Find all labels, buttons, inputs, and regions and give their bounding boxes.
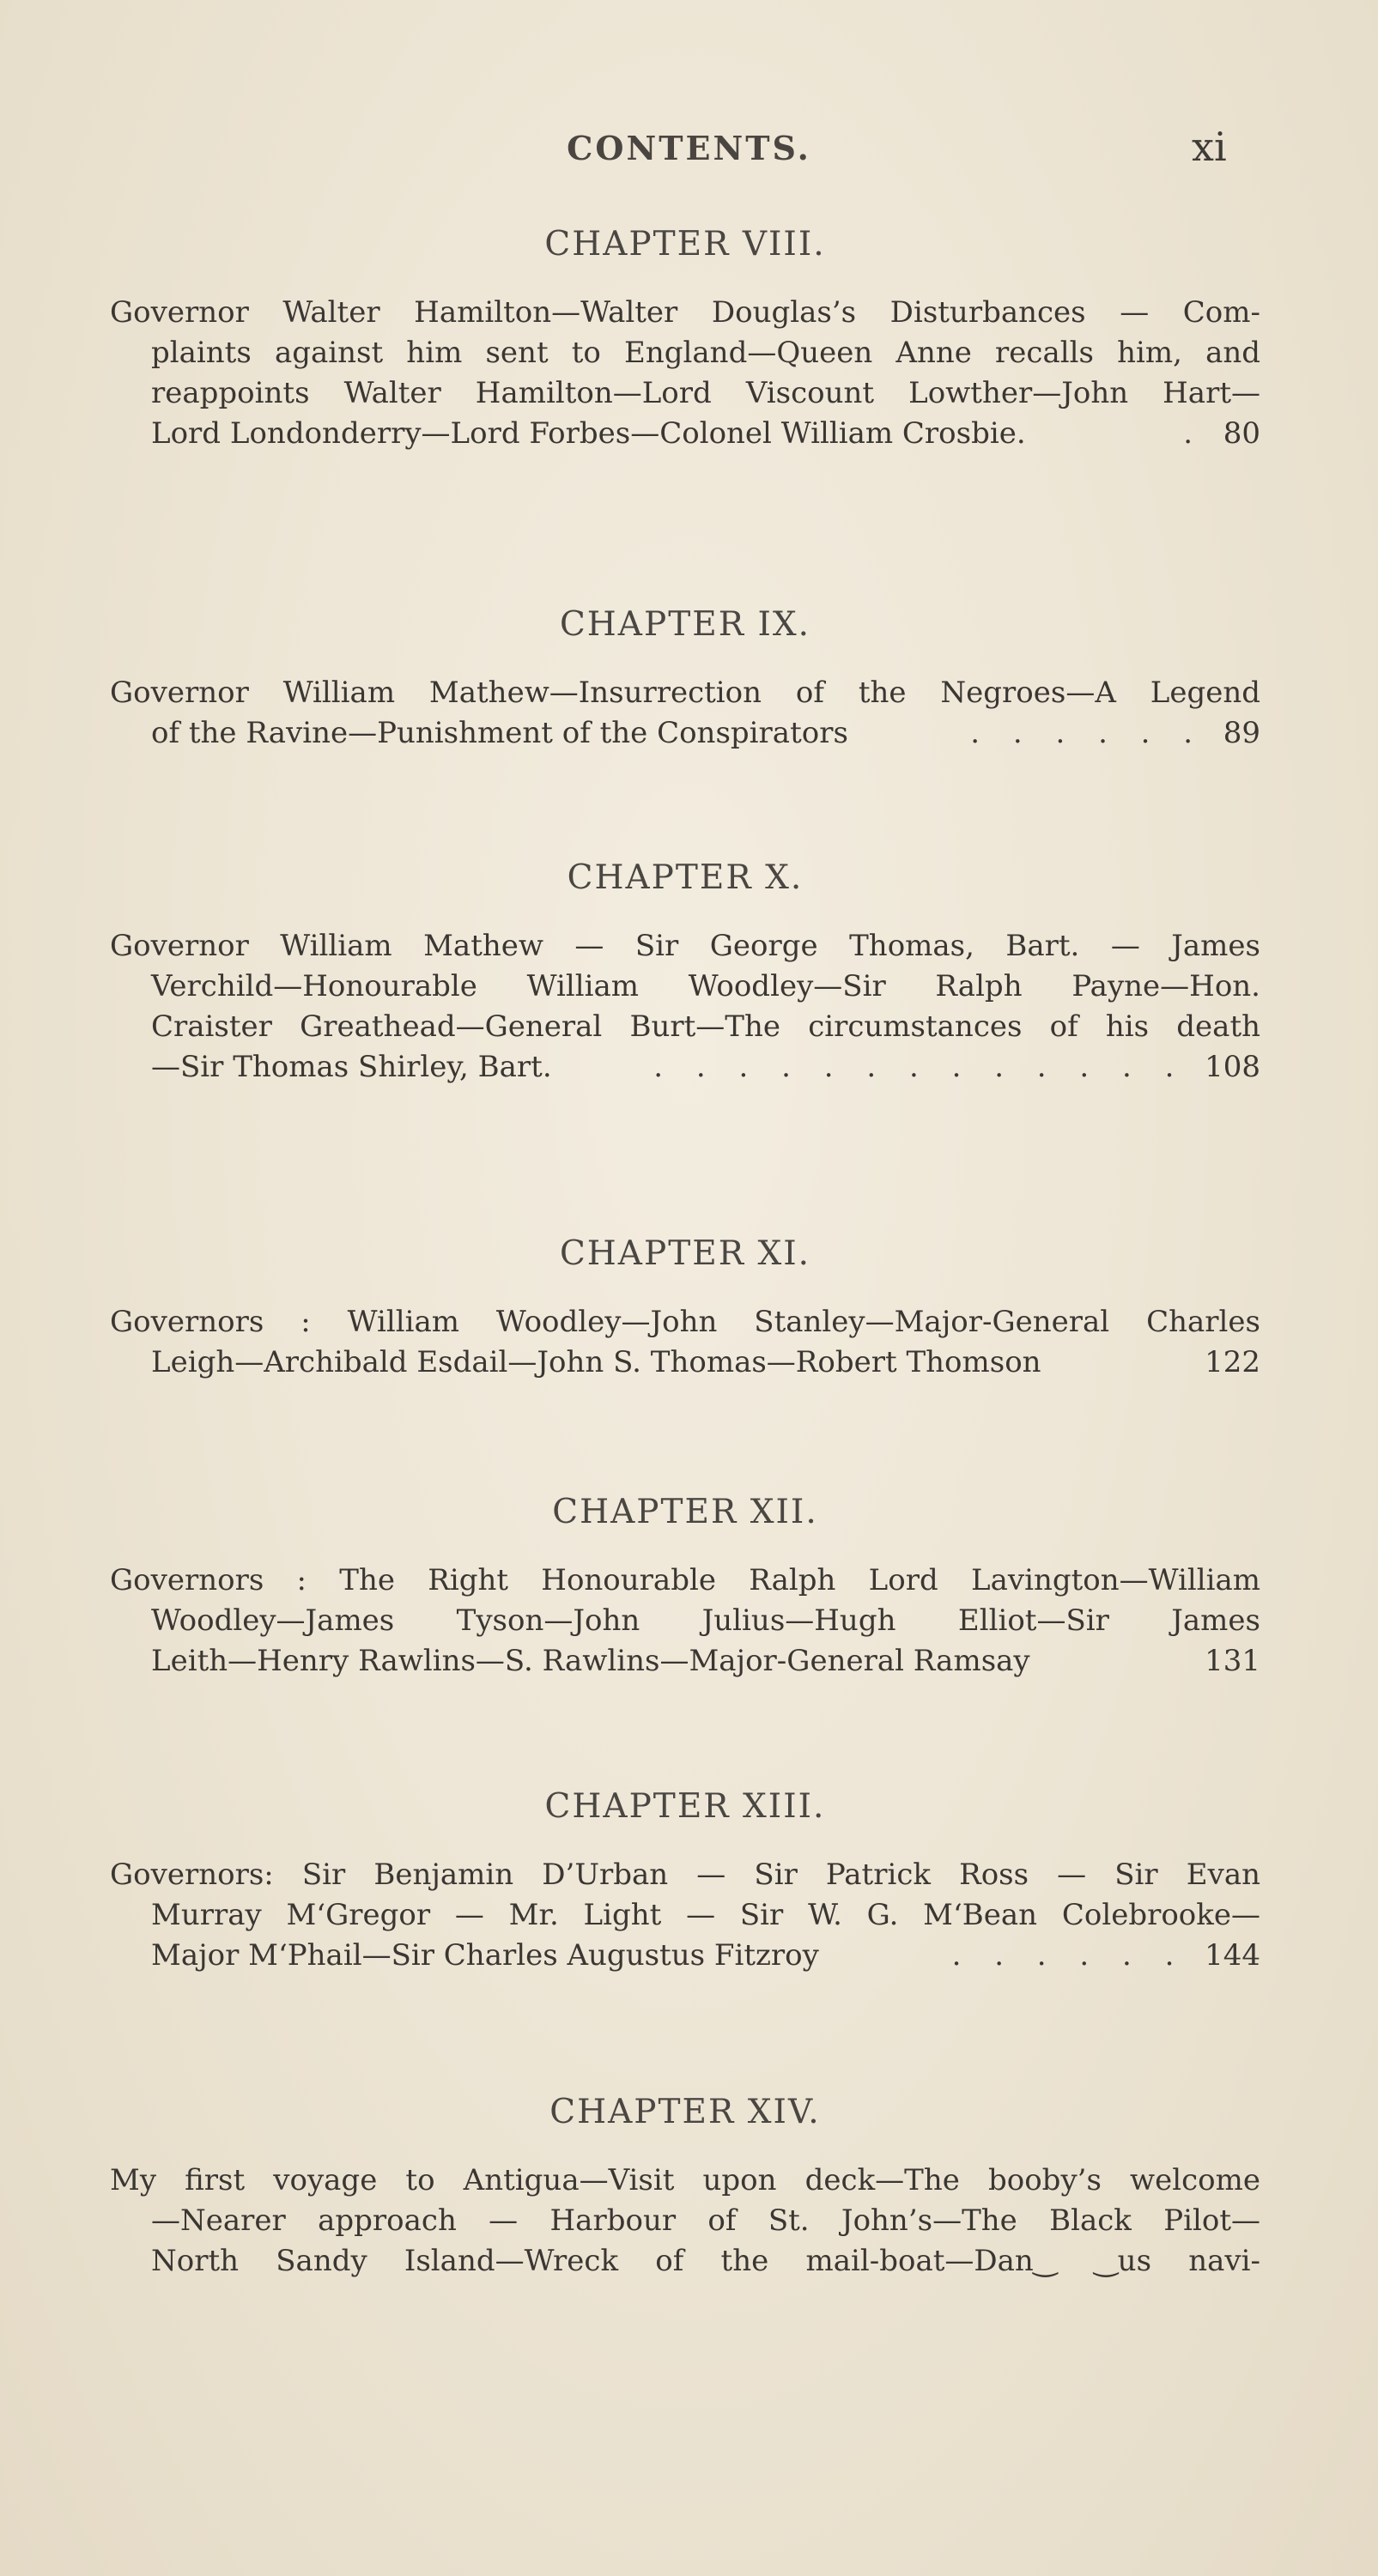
chapter-summary <box>110 2161 1260 2282</box>
chapter-summary <box>110 293 1260 454</box>
summary-line: Governor Walter Hamilton—Walter Douglas’s Disturbances — Com- <box>110 295 1260 330</box>
page-ref: 144 <box>1205 1938 1260 1973</box>
summary-line: Governor William Mathew — Sir George Thomas, Bart. — James <box>110 929 1260 963</box>
summary-line: —Nearer approach — Harbour of St. John’s—The Black Pilot— <box>151 2203 1260 2238</box>
summary-line: plaints against him sent to England—Queen Anne recalls him, and <box>151 336 1260 370</box>
page-ref: 89 <box>1223 716 1260 750</box>
summary-line: My first voyage to Antigua—Visit upon deck—The booby’s welcome <box>110 2163 1260 2197</box>
summary-line: Verchild—Honourable William Woodley—Sir Ralph Payne—Hon. <box>151 969 1260 1003</box>
page-ref: 131 <box>1205 1644 1260 1678</box>
page-ref: 122 <box>1205 1345 1260 1379</box>
dot-leader: . . . . . . . . . . . . . <box>653 1050 1187 1084</box>
chapter-viii <box>110 225 1260 454</box>
summary-line: of the Ravine—Punishment of the Conspirators <box>151 716 848 750</box>
chapter-xiv <box>110 2093 1260 2282</box>
chapter-xi <box>110 1234 1260 1383</box>
dot-leader: . <box>1183 416 1205 451</box>
summary-line: Major M‘Phail—Sir Charles Augustus Fitzroy <box>151 1938 819 1973</box>
chapter-summary <box>110 673 1260 754</box>
running-title: CONTENTS. <box>567 129 811 167</box>
chapter-heading: CHAPTER VIII. <box>544 225 826 264</box>
summary-line: Murray M‘Gregor — Mr. Light — Sir W. G. M‘Bean Colebrooke— <box>151 1898 1260 1932</box>
summary-line: Craister Greathead—General Burt—The circumstances of his death <box>151 1009 1260 1044</box>
page-ref: 108 <box>1205 1050 1260 1084</box>
summary-line: —Sir Thomas Shirley, Bart. <box>151 1050 552 1084</box>
chapter-xiii <box>110 1787 1260 1976</box>
summary-line: Leith—Henry Rawlins—S. Rawlins—Major-General Ramsay <box>151 1644 1030 1678</box>
running-head <box>0 124 1378 180</box>
summary-line: Governor William Mathew—Insurrection of the Negroes—A Legend <box>110 676 1260 710</box>
chapter-heading: CHAPTER XIV. <box>549 2093 821 2131</box>
summary-line: Governors : The Right Honourable Ralph Lord Lavington—William <box>110 1563 1260 1597</box>
summary-line: Woodley—James Tyson—John Julius—Hugh Elliot—Sir James <box>151 1603 1260 1638</box>
chapter-summary <box>110 926 1260 1088</box>
chapter-heading: CHAPTER X. <box>567 858 804 897</box>
chapter-heading: CHAPTER IX. <box>559 605 811 644</box>
dot-leader: . . . . . . <box>970 716 1205 750</box>
chapter-heading: CHAPTER XI. <box>559 1234 811 1273</box>
chapter-x <box>110 858 1260 1088</box>
summary-line: Lord Londonderry—Lord Forbes—Colonel William Crosbie. <box>151 416 1026 451</box>
chapter-ix <box>110 605 1260 754</box>
summary-line: Governors: Sir Benjamin D’Urban — Sir Patrick Ross — Sir Evan <box>110 1858 1260 1892</box>
chapter-summary <box>110 1561 1260 1682</box>
chapter-summary <box>110 1302 1260 1383</box>
chapter-heading: CHAPTER XIII. <box>544 1787 826 1826</box>
page-ref: 80 <box>1223 416 1260 451</box>
chapter-heading: CHAPTER XII. <box>552 1493 818 1531</box>
summary-line: Governors : William Woodley—John Stanley—Major-General Charles <box>110 1305 1260 1339</box>
page-number: xi <box>1192 124 1227 170</box>
chapter-summary <box>110 1855 1260 1976</box>
summary-line: reappoints Walter Hamilton—Lord Viscount Lowther—John Hart— <box>151 376 1260 410</box>
summary-line: North Sandy Island—Wreck of the mail-boat—Dan‿ ‿us navi- <box>151 2244 1260 2278</box>
dot-leader: . . . . . . <box>951 1938 1187 1973</box>
summary-line: Leigh—Archibald Esdail—John S. Thomas—Robert Thomson <box>151 1345 1041 1379</box>
chapter-xii <box>110 1493 1260 1682</box>
